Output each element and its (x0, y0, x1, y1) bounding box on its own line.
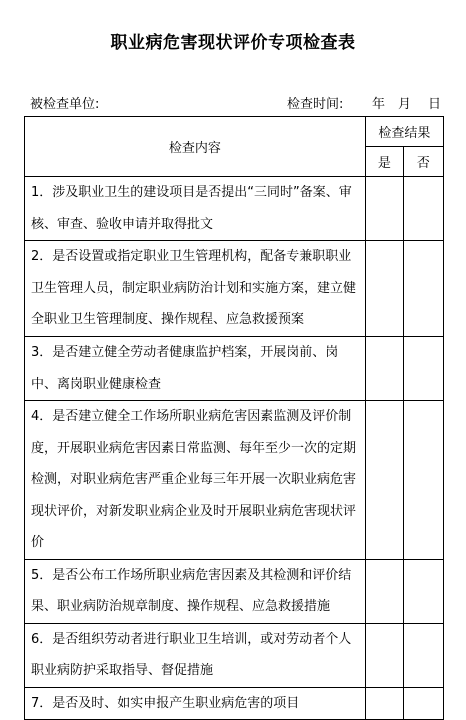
yes-cell[interactable] (365, 623, 403, 687)
no-cell[interactable] (403, 559, 443, 623)
table-row (25, 687, 444, 720)
row-content: 1．涉及职业卫生的建设项目是否提出“三同时”备案、审核、审查、验收申请并取得批文 (25, 177, 366, 241)
yes-cell[interactable] (365, 687, 403, 720)
year-label: 年 (372, 97, 386, 112)
no-cell[interactable] (403, 687, 443, 720)
no-cell[interactable] (403, 177, 443, 241)
no-cell[interactable] (403, 623, 443, 687)
yes-cell[interactable] (365, 177, 403, 241)
row-content: 4．是否建立健全工作场所职业病危害因素监测及评价制度，开展职业病危害因素日常监测、每年至少一次的定期检测，对职业病危害严重企业每三年开展一次职业病危害现状评价，对新发职业病企业及时开展职业病危害现状评价 (25, 401, 366, 560)
row-content: 3．是否建立健全劳动者健康监护档案，开展岗前、岗中、离岗职业健康检查 (25, 337, 366, 401)
row-content: 5．是否公布工作场所职业病危害因素及其检测和评价结果、职业病防治规章制度、操作规程、应急救援措施 (25, 559, 366, 623)
month-label: 月 (398, 97, 412, 112)
inspection-time-label: 检查时间: (287, 97, 344, 112)
yes-cell[interactable] (365, 559, 403, 623)
yes-cell[interactable] (365, 337, 403, 401)
content-header: 检查内容 (25, 117, 366, 177)
table-row (25, 401, 444, 560)
row-content: 7．是否及时、如实申报产生职业病危害的项目 (25, 687, 366, 720)
no-cell[interactable] (403, 401, 443, 560)
row-content: 6．是否组织劳动者进行职业卫生培训，或对劳动者个人职业病防护采取指导、督促措施 (25, 623, 366, 687)
row-content: 2．是否设置或指定职业卫生管理机构，配备专兼职职业卫生管理人员，制定职业病防治计划和实施方案，建立健全职业卫生管理制度、操作规程、应急救援预案 (25, 241, 366, 337)
document-title: 职业病危害现状评价专项检查表 (110, 33, 356, 53)
table-row (25, 337, 444, 401)
inspection-table (24, 116, 444, 720)
table-row (25, 241, 444, 337)
no-header: 否 (403, 147, 443, 177)
table-row (25, 623, 444, 687)
table-row (25, 177, 444, 241)
yes-cell[interactable] (365, 401, 403, 560)
yes-cell[interactable] (365, 241, 403, 337)
yes-header: 是 (365, 147, 403, 177)
inspected-unit-label: 被检查单位: (30, 97, 100, 112)
no-cell[interactable] (403, 241, 443, 337)
result-header: 检查结果 (365, 117, 443, 147)
table-row (25, 559, 444, 623)
no-cell[interactable] (403, 337, 443, 401)
day-label: 日 (428, 97, 442, 112)
